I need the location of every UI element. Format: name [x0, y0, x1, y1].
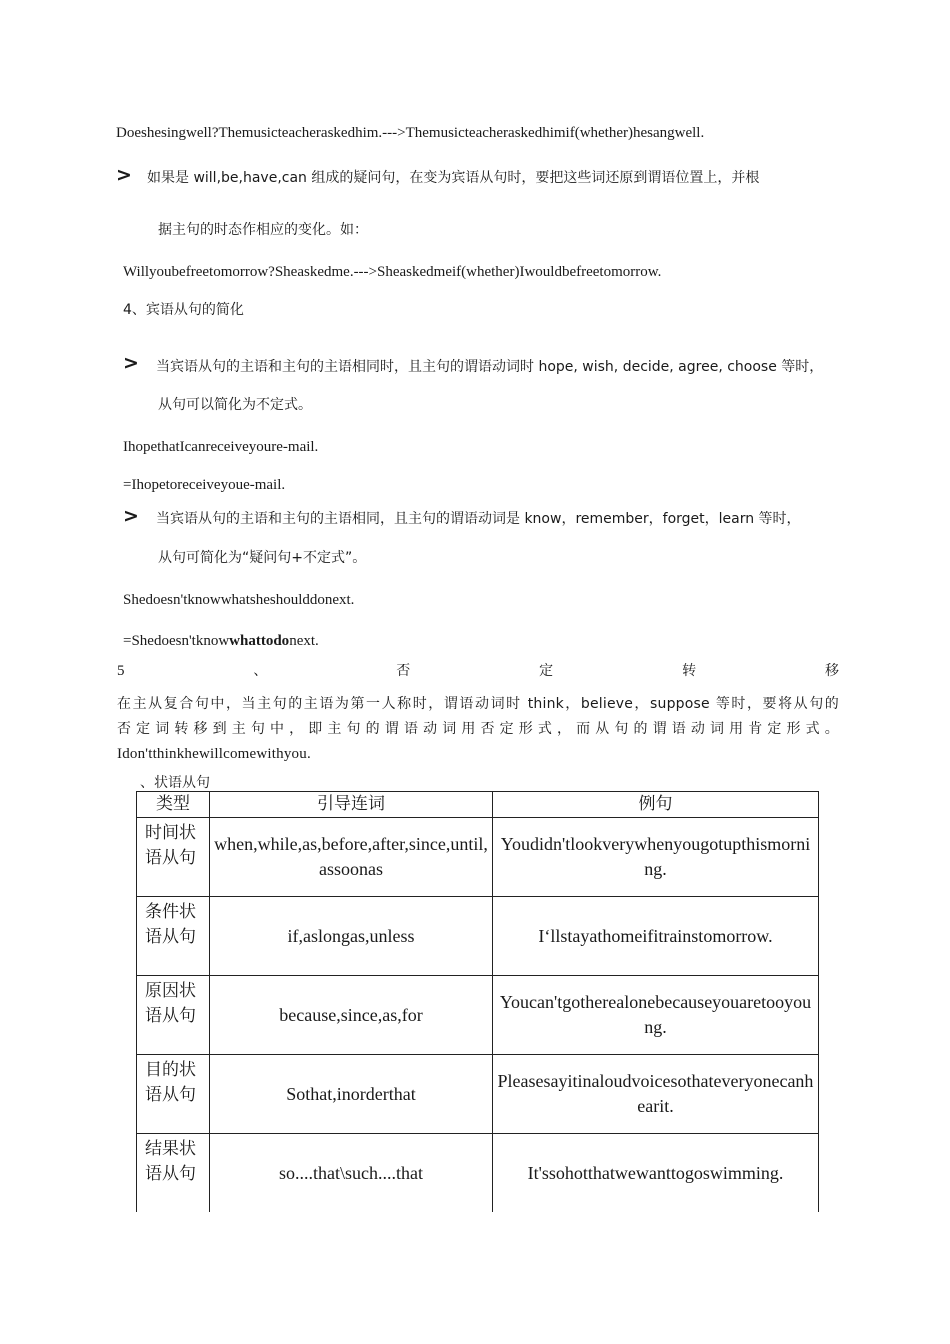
example-cell: It'ssohotthatwewanttogoswimming. [493, 1134, 819, 1213]
example-cell: Youcan'tgotherealonebecauseyouaretooyoung. [493, 976, 819, 1055]
type-cell: 时间状语从句 [137, 818, 210, 897]
bullet-arrow-icon: > [123, 352, 139, 374]
paragraph-line: 在主从复合句中，当主句的主语为第一人称时，谓语动词时 think，believe，suppose 等时，要将从句的 [117, 696, 839, 712]
paragraph [117, 692, 839, 767]
column-header: 引导连词 [210, 792, 493, 818]
example-cell: Pleasesayitinaloudvoicesothateveryonecanhearit. [493, 1055, 819, 1134]
type-cell: 条件状语从句 [137, 897, 210, 976]
example-line: =Shedoesn'tknowwhattodonext. [123, 633, 319, 649]
table-row [137, 1134, 819, 1213]
example-cell: I‘llstayathomeifitrainstomorrow. [493, 897, 819, 976]
rule-text: 如果是 will,be,have,can 组成的疑问句，在变为宾语从句时，要把这些词还原到谓语位置上，并根 [147, 170, 760, 186]
table-header-row [137, 792, 819, 818]
type-cell: 结果状语从句 [137, 1134, 210, 1213]
table-row [137, 976, 819, 1055]
column-header: 例句 [493, 792, 819, 818]
table-row [137, 818, 819, 897]
paragraph-line: Idon'tthinkhewillcomewithyou. [117, 746, 311, 762]
conjunction-cell: Sothat,inorderthat [210, 1055, 493, 1134]
example-line: =Ihopetoreceiveyoue-mail. [123, 477, 286, 493]
rule-text: 当宾语从句的主语和主句的主语相同时，且主句的谓语动词时 hope, wish, decide, agree, choose 等时， [156, 359, 824, 375]
emphasis-text: whattodo [229, 633, 290, 649]
conjunction-cell: so....that\such....that [210, 1134, 493, 1213]
bullet-arrow-icon: > [116, 164, 132, 186]
conjunction-cell: when,while,as,before,after,since,until,assoonas [210, 818, 493, 897]
type-cell: 原因状语从句 [137, 976, 210, 1055]
type-cell: 目的状语从句 [137, 1055, 210, 1134]
rule-text: 当宾语从句的主语和主句的主语相同，且主句的谓语动词是 know，remember，forget，learn 等时， [156, 511, 801, 527]
table-row [137, 897, 819, 976]
table-caption: 、状语从句 [140, 775, 210, 791]
example-line: IhopethatIcanreceiveyoure-mail. [123, 439, 319, 455]
section-heading: 5 、 否 定 转 移 [117, 663, 839, 679]
conjunction-cell: because,since,as,for [210, 976, 493, 1055]
example-line: Shedoesn'tknowwhatsheshoulddonext. [123, 592, 355, 608]
paragraph-line: 否定词转移到主句中，即主句的谓语动词用否定形式，而从句的谓语动词用肯定形式。 [117, 721, 839, 737]
conjunction-cell: if,aslongas,unless [210, 897, 493, 976]
example-line: Doeshesingwell?Themusicteacheraskedhim.--->Themusicteacheraskedhimif(whether)hesangwell. [116, 125, 705, 141]
column-header: 类型 [137, 792, 210, 818]
section-heading: 4、宾语从句的简化 [123, 302, 244, 318]
example-cell: Youdidn'tlookverywhenyougotupthismorning. [493, 818, 819, 897]
rule-text-continued: 从句可以简化为不定式。 [158, 397, 312, 413]
example-line: Willyoubefreetomorrow?Sheaskedme.--->Sheaskedmeif(whether)Iwouldbefreetomorrow. [123, 264, 662, 280]
rule-text-continued: 从句可简化为“疑问句+不定式”。 [158, 550, 367, 566]
bullet-arrow-icon: > [123, 505, 139, 527]
rule-text-continued: 据主句的时态作相应的变化。如： [158, 222, 368, 238]
table-row [137, 1055, 819, 1134]
adverbial-clause-table [136, 791, 819, 1212]
